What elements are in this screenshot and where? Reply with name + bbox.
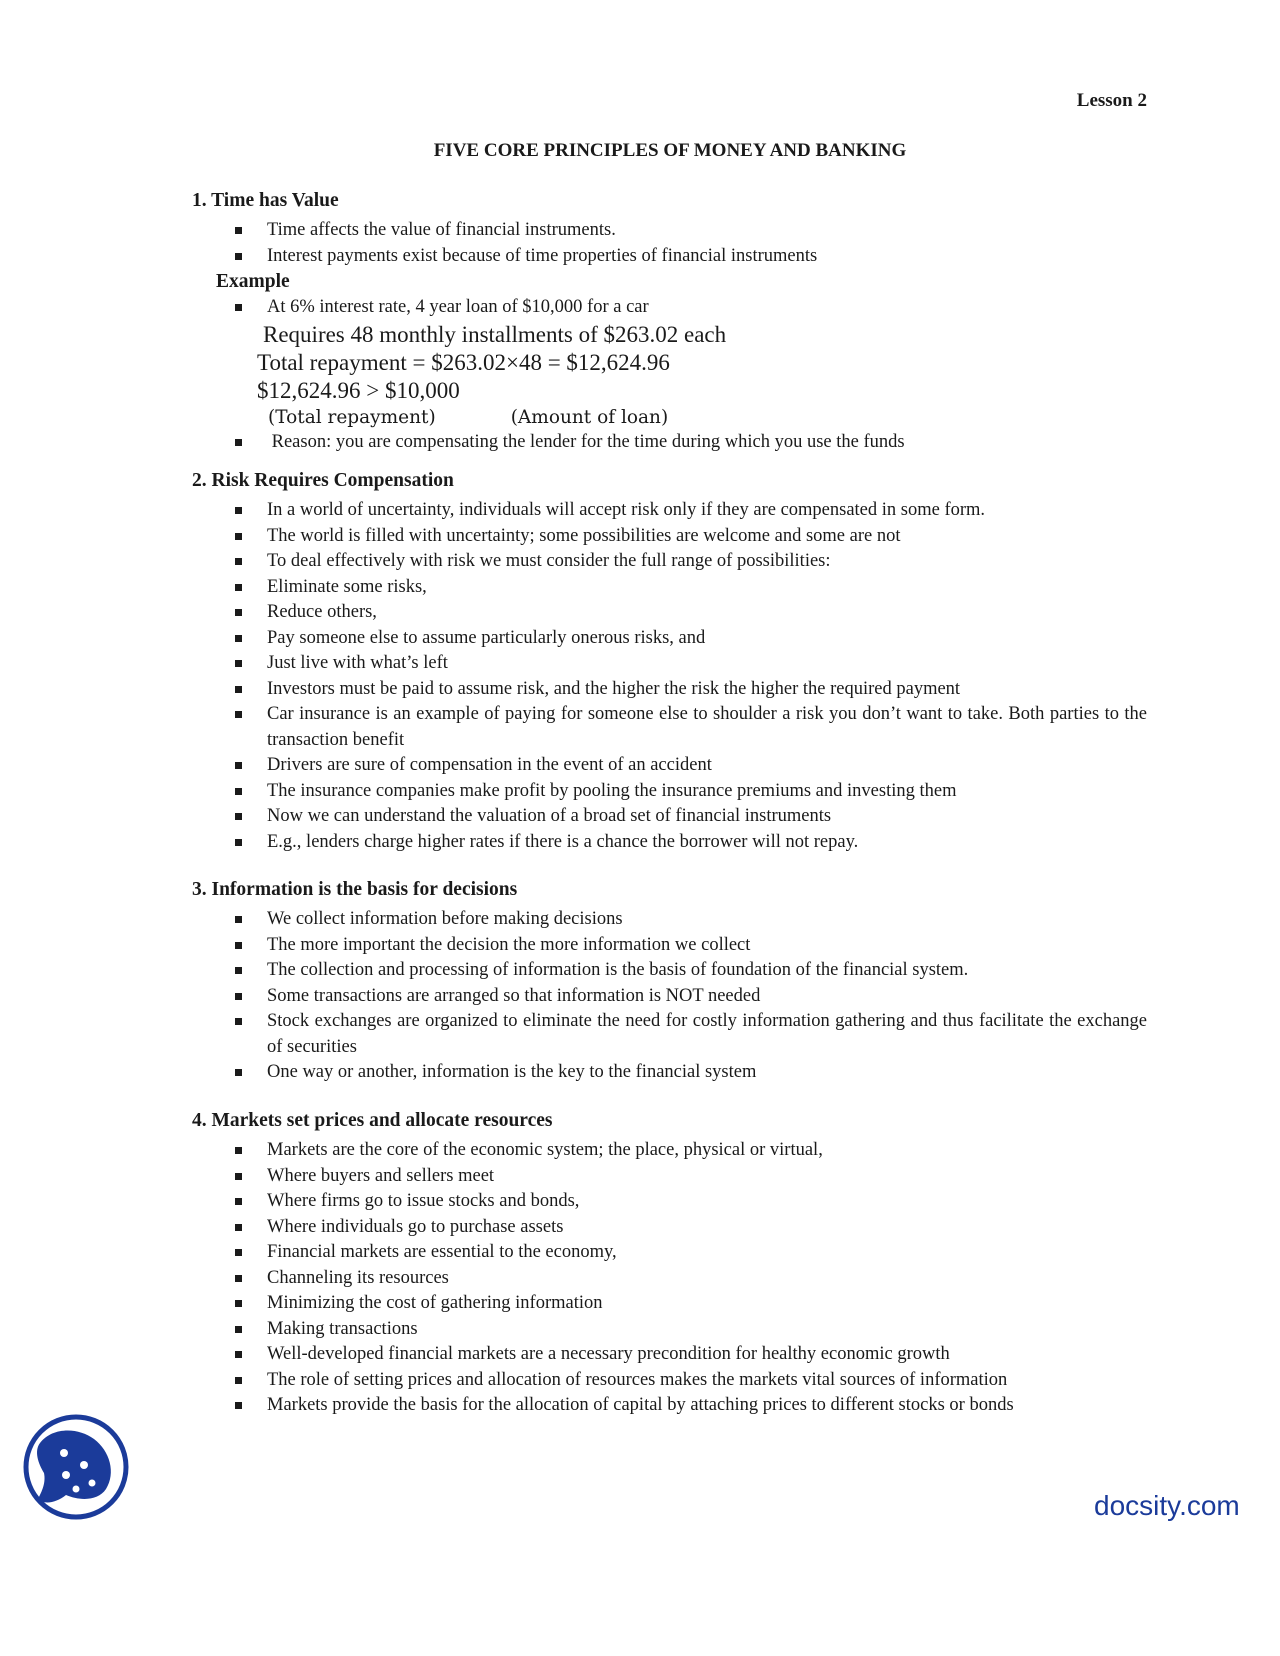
- list-item: Time affects the value of financial instruments.: [192, 218, 1147, 244]
- docsity-watermark[interactable]: docsity.com: [1094, 1490, 1240, 1521]
- comparison-note: [192, 405, 1147, 430]
- example-heading: Example: [216, 271, 290, 292]
- section-heading: 4. Markets set prices and allocate resources: [192, 1110, 553, 1131]
- section-heading: 2. Risk Requires Compensation: [192, 470, 454, 491]
- list-item: E.g., lenders charge higher rates if there is a chance the borrower will not repay.: [192, 830, 1147, 856]
- list-item: Eliminate some risks,: [192, 575, 1147, 601]
- list-item: Pay someone else to assume particularly onerous risks, and: [192, 626, 1147, 652]
- list-item: Car insurance is an example of paying for someone else to shoulder a risk you don’t want to take. Both parties to the transaction benefit: [192, 702, 1147, 753]
- section-heading: 1. Time has Value: [192, 190, 339, 211]
- note-total-repayment: (Total repayment): [268, 406, 436, 428]
- list-item: Making transactions: [192, 1317, 1147, 1343]
- list-item: The more important the decision the more information we collect: [192, 933, 1147, 959]
- list-item: Now we can understand the valuation of a broad set of financial instruments: [192, 804, 1147, 830]
- list-item: Some transactions are arranged so that information is NOT needed: [192, 984, 1147, 1010]
- list-item: One way or another, information is the key to the financial system: [192, 1060, 1147, 1086]
- math-line-total: Total repayment = $263.02×48 = $12,624.96: [257, 349, 670, 375]
- page-title: FIVE CORE PRINCIPLES OF MONEY AND BANKING: [433, 140, 907, 161]
- section-information: [192, 877, 1147, 1086]
- math-line-compare: $12,624.96 > $10,000: [257, 377, 460, 403]
- list-item: The world is filled with uncertainty; some possibilities are welcome and some are not: [192, 524, 1147, 550]
- list-item: Stock exchanges are organized to eliminate the need for costly information gathering and thus facilitate the exchange of securities: [192, 1009, 1147, 1060]
- list-item: At 6% interest rate, 4 year loan of $10,000 for a car: [192, 295, 1147, 321]
- list-item: To deal effectively with risk we must consider the full range of possibilities:: [192, 549, 1147, 575]
- math-line-installments: Requires 48 monthly installments of $263.02 each: [263, 321, 727, 347]
- list-item: Markets are the core of the economic system; the place, physical or virtual,: [192, 1138, 1147, 1164]
- docsity-logo-icon: [22, 1413, 130, 1521]
- section-time-has-value: [192, 188, 1147, 455]
- list-item: Reason: you are compensating the lender for the time during which you use the funds: [192, 430, 1147, 456]
- list-item: Where buyers and sellers meet: [192, 1164, 1147, 1190]
- list-item: In a world of uncertainty, individuals will accept risk only if they are compensated in some form.: [192, 498, 1147, 524]
- lesson-label: Lesson 2: [1076, 90, 1147, 111]
- list-item: The role of setting prices and allocation of resources makes the markets vital sources of information: [192, 1368, 1147, 1394]
- list-item: Investors must be paid to assume risk, and the higher the risk the higher the required payment: [192, 677, 1147, 703]
- list-item: Financial markets are essential to the economy,: [192, 1240, 1147, 1266]
- note-amount-of-loan: (Amount of loan): [510, 406, 669, 428]
- section-heading: 3. Information is the basis for decisions: [192, 879, 518, 900]
- list-item: Markets provide the basis for the allocation of capital by attaching prices to different stocks or bonds: [192, 1393, 1147, 1419]
- list-item: Where individuals go to purchase assets: [192, 1215, 1147, 1241]
- list-item: Interest payments exist because of time properties of financial instruments: [192, 244, 1147, 270]
- section-risk: [192, 468, 1147, 855]
- list-item: The collection and processing of information is the basis of foundation of the financial system.: [192, 958, 1147, 984]
- list-item: Reduce others,: [192, 600, 1147, 626]
- list-item: Well-developed financial markets are a necessary precondition for healthy economic growth: [192, 1342, 1147, 1368]
- list-item: Just live with what’s left: [192, 651, 1147, 677]
- list-item: Minimizing the cost of gathering information: [192, 1291, 1147, 1317]
- list-item: Where firms go to issue stocks and bonds,: [192, 1189, 1147, 1215]
- list-item: We collect information before making decisions: [192, 907, 1147, 933]
- list-item: Drivers are sure of compensation in the event of an accident: [192, 753, 1147, 779]
- list-item: Channeling its resources: [192, 1266, 1147, 1292]
- section-markets: [192, 1108, 1147, 1419]
- list-item: The insurance companies make profit by pooling the insurance premiums and investing them: [192, 779, 1147, 805]
